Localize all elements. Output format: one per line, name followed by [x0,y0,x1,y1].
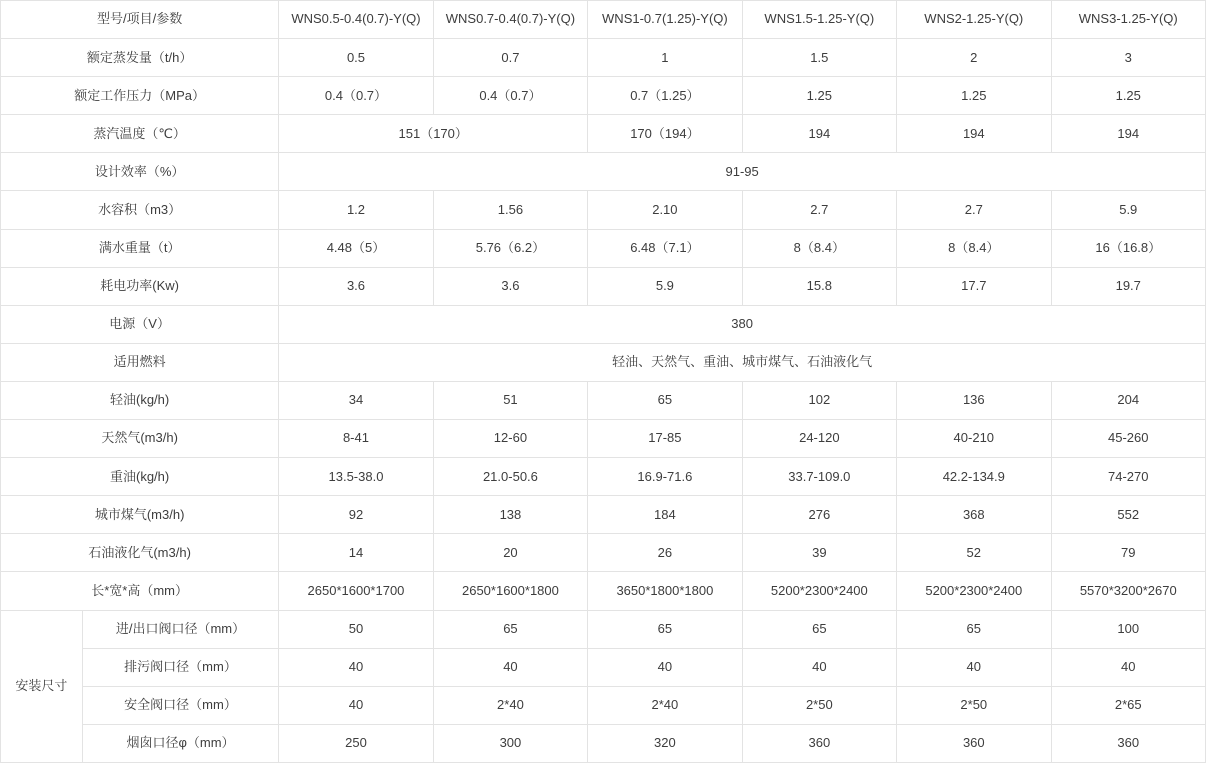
table-cell: 300 [433,724,587,762]
table-cell: 40 [279,648,433,686]
table-cell: 170（194） [588,115,742,153]
table-cell: 2650*1600*1700 [279,572,433,610]
table-cell: 17-85 [588,420,742,458]
table-cell: 79 [1051,534,1205,572]
row-label: 适用燃料 [1,343,279,381]
table-cell: 5.76（6.2） [433,229,587,267]
table-cell: 0.4（0.7） [279,77,433,115]
table-cell: 40 [588,648,742,686]
row-label: 天然气(m3/h) [1,420,279,458]
table-cell: 100 [1051,610,1205,648]
table-row [1,572,1206,610]
table-cell: 92 [279,496,433,534]
table-cell: 14 [279,534,433,572]
table-cell: 5.9 [588,267,742,305]
table-cell: 13.5-38.0 [279,458,433,496]
table-cell: 42.2-134.9 [897,458,1051,496]
table-cell: 2*40 [433,686,587,724]
table-cell: 360 [897,724,1051,762]
table-row [1,153,1206,191]
header-cell-model-5: WNS2-1.25-Y(Q) [897,1,1051,39]
header-cell-model-6: WNS3-1.25-Y(Q) [1051,1,1205,39]
table-cell: 40 [279,686,433,724]
table-cell: 2.7 [742,191,896,229]
table-cell: 0.5 [279,39,433,77]
install-size-group-label: 安装尺寸 [1,610,83,762]
table-cell: 2*50 [897,686,1051,724]
table-cell: 5570*3200*2670 [1051,572,1205,610]
table-cell: 19.7 [1051,267,1205,305]
table-cell: 40 [433,648,587,686]
row-label: 排污阀口径（mm） [82,648,278,686]
table-cell: 3.6 [279,267,433,305]
row-label: 进/出口阀口径（mm） [82,610,278,648]
row-label: 蒸汽温度（℃） [1,115,279,153]
table-cell: 91-95 [279,153,1206,191]
header-cell-model-4: WNS1.5-1.25-Y(Q) [742,1,896,39]
header-cell-model-1: WNS0.5-0.4(0.7)-Y(Q) [279,1,433,39]
table-cell: 50 [279,610,433,648]
table-cell: 1.25 [897,77,1051,115]
table-row [1,343,1206,381]
table-cell: 2*40 [588,686,742,724]
table-cell: 102 [742,381,896,419]
table-cell: 26 [588,534,742,572]
table-cell: 136 [897,381,1051,419]
table-row-install-4 [1,724,1206,762]
table-cell: 552 [1051,496,1205,534]
table-row-install-2 [1,648,1206,686]
table-cell: 52 [897,534,1051,572]
table-cell: 65 [897,610,1051,648]
table-cell: 0.7 [433,39,587,77]
table-cell: 34 [279,381,433,419]
table-cell: 0.7（1.25） [588,77,742,115]
row-label: 长*宽*高（mm） [1,572,279,610]
table-cell: 276 [742,496,896,534]
table-cell: 21.0-50.6 [433,458,587,496]
table-cell: 轻油、天然气、重油、城市煤气、石油液化气 [279,343,1206,381]
table-cell: 360 [1051,724,1205,762]
table-cell: 8（8.4） [897,229,1051,267]
table-cell: 40 [897,648,1051,686]
table-row [1,229,1206,267]
header-cell-parameter: 型号/项目/参数 [1,1,279,39]
table-row-install-3 [1,686,1206,724]
header-cell-model-2: WNS0.7-0.4(0.7)-Y(Q) [433,1,587,39]
table-cell: 40-210 [897,420,1051,458]
table-row [1,191,1206,229]
row-label: 重油(kg/h) [1,458,279,496]
table-cell: 2*50 [742,686,896,724]
table-cell: 3 [1051,39,1205,77]
table-header-row [1,1,1206,39]
table-cell: 65 [588,610,742,648]
table-row [1,77,1206,115]
table-cell: 20 [433,534,587,572]
table-row [1,267,1206,305]
table-cell: 138 [433,496,587,534]
row-label: 石油液化气(m3/h) [1,534,279,572]
table-cell: 16.9-71.6 [588,458,742,496]
table-cell: 17.7 [897,267,1051,305]
table-cell: 204 [1051,381,1205,419]
table-cell: 184 [588,496,742,534]
table-cell: 0.4（0.7） [433,77,587,115]
table-cell: 6.48（7.1） [588,229,742,267]
table-cell: 368 [897,496,1051,534]
table-row-install-1 [1,610,1206,648]
table-cell: 2*65 [1051,686,1205,724]
table-cell: 40 [1051,648,1205,686]
table-row [1,115,1206,153]
table-cell: 151（170） [279,115,588,153]
header-cell-model-3: WNS1-0.7(1.25)-Y(Q) [588,1,742,39]
row-label: 轻油(kg/h) [1,381,279,419]
table-cell: 74-270 [1051,458,1205,496]
table-cell: 40 [742,648,896,686]
table-cell: 4.48（5） [279,229,433,267]
row-label: 耗电功率(Kw) [1,267,279,305]
table-cell: 1.25 [1051,77,1205,115]
table-cell: 5200*2300*2400 [897,572,1051,610]
row-label: 烟囱口径φ（mm） [82,724,278,762]
table-cell: 1.5 [742,39,896,77]
table-cell: 380 [279,305,1206,343]
table-cell: 194 [1051,115,1205,153]
table-row [1,458,1206,496]
table-cell: 2.7 [897,191,1051,229]
row-label: 水容积（m3） [1,191,279,229]
table-cell: 2.10 [588,191,742,229]
table-cell: 12-60 [433,420,587,458]
table-cell: 1 [588,39,742,77]
table-cell: 65 [588,381,742,419]
table-cell: 65 [433,610,587,648]
table-cell: 3650*1800*1800 [588,572,742,610]
row-label: 城市煤气(m3/h) [1,496,279,534]
table-cell: 5200*2300*2400 [742,572,896,610]
row-label: 设计效率（%） [1,153,279,191]
table-cell: 2 [897,39,1051,77]
table-cell: 15.8 [742,267,896,305]
table-cell: 39 [742,534,896,572]
table-cell: 1.56 [433,191,587,229]
row-label: 满水重量（t） [1,229,279,267]
table-cell: 33.7-109.0 [742,458,896,496]
table-cell: 250 [279,724,433,762]
table-cell: 1.2 [279,191,433,229]
table-cell: 194 [897,115,1051,153]
table-row [1,496,1206,534]
table-row [1,420,1206,458]
table-cell: 360 [742,724,896,762]
table-cell: 8（8.4） [742,229,896,267]
table-cell: 2650*1600*1800 [433,572,587,610]
table-cell: 24-120 [742,420,896,458]
table-cell: 5.9 [1051,191,1205,229]
table-cell: 65 [742,610,896,648]
table-cell: 1.25 [742,77,896,115]
table-cell: 320 [588,724,742,762]
table-cell: 45-260 [1051,420,1205,458]
table-cell: 51 [433,381,587,419]
row-label: 额定工作压力（MPa） [1,77,279,115]
table-body [1,1,1206,763]
table-cell: 194 [742,115,896,153]
row-label: 额定蒸发量（t/h） [1,39,279,77]
table-cell: 8-41 [279,420,433,458]
table-row [1,381,1206,419]
table-cell: 16（16.8） [1051,229,1205,267]
table-row [1,39,1206,77]
row-label: 安全阀口径（mm） [82,686,278,724]
table-row [1,534,1206,572]
table-cell: 3.6 [433,267,587,305]
table-row [1,305,1206,343]
row-label: 电源（V） [1,305,279,343]
